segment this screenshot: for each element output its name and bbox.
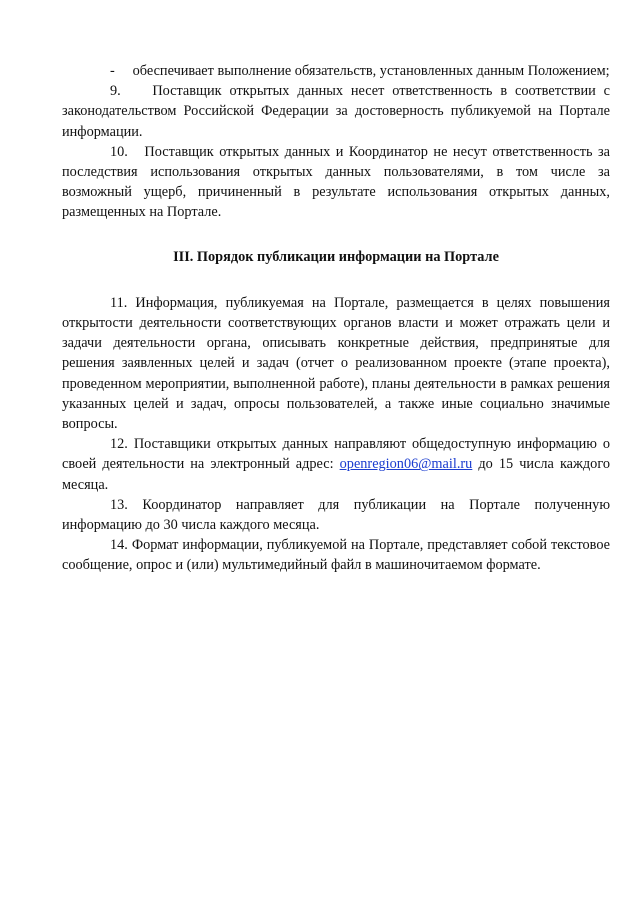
list-item-10 <box>62 142 610 223</box>
item-text: Формат информации, публикуемой на Портале, представляет собой текстовое сообщение, опрос и (или) мультимедийный файл в машиночитаемом формате. <box>62 537 610 574</box>
item-number: 9. <box>110 83 121 100</box>
item-text: обеспечивает выполнение обязательств, установленных данным Положением; <box>132 63 610 79</box>
list-item-12 <box>62 434 610 495</box>
email-link[interactable]: openregion06@mail.ru <box>339 456 473 473</box>
item-text: Поставщики открытых данных направляют общедоступную информацию о своей деятельности на электронный адрес: <box>62 436 611 473</box>
item-number: 11. <box>110 294 128 311</box>
item-text: Поставщик открытых данных и Координатор не несут ответственность за последствия использования открытых данных пользователями, в том числе за возможный ущерб, причиненный в результате использования открытых данных, размещенных на Портале. <box>62 143 610 221</box>
item-text: Координатор направляет для публикации на Портале полученную информацию до 30 числа каждого месяца. <box>62 496 611 534</box>
list-item-9 <box>62 81 610 142</box>
list-item-11 <box>62 293 610 434</box>
item-number: 14. <box>110 537 128 554</box>
item-number: 13. <box>110 496 128 513</box>
document-page <box>62 61 610 576</box>
item-number: 10. <box>110 143 128 160</box>
list-item-14 <box>62 535 610 575</box>
section-heading: III. Порядок публикации информации на Портале <box>173 248 499 265</box>
item-number: 12. <box>110 436 128 453</box>
list-item-dash <box>62 61 610 81</box>
item-text: Информация, публикуемая на Портале, размещается в целях повышения открытости деятельности соответствующих органов власти и может отражать цели и задачи деятельности органа, описывать конкретные действия, предпринятые для решения заявленных целей и задач (отчет о реализованном проекте (этапе проекта), проведенном мероприятии, выполненной работе), планы деятельности в рамках решения указанных целей и задач, опросы пользователей, а также иные социально значимые вопросы. <box>62 294 610 433</box>
item-number: - <box>110 63 115 79</box>
item-text-after-link: до 15 числа каждого месяца. <box>62 456 610 493</box>
item-text: Поставщик открытых данных несет ответственность в соответствии с законодательством Российской Федерации за достоверность публикуемой на Портале информации. <box>62 83 611 140</box>
list-item-13 <box>62 495 610 535</box>
